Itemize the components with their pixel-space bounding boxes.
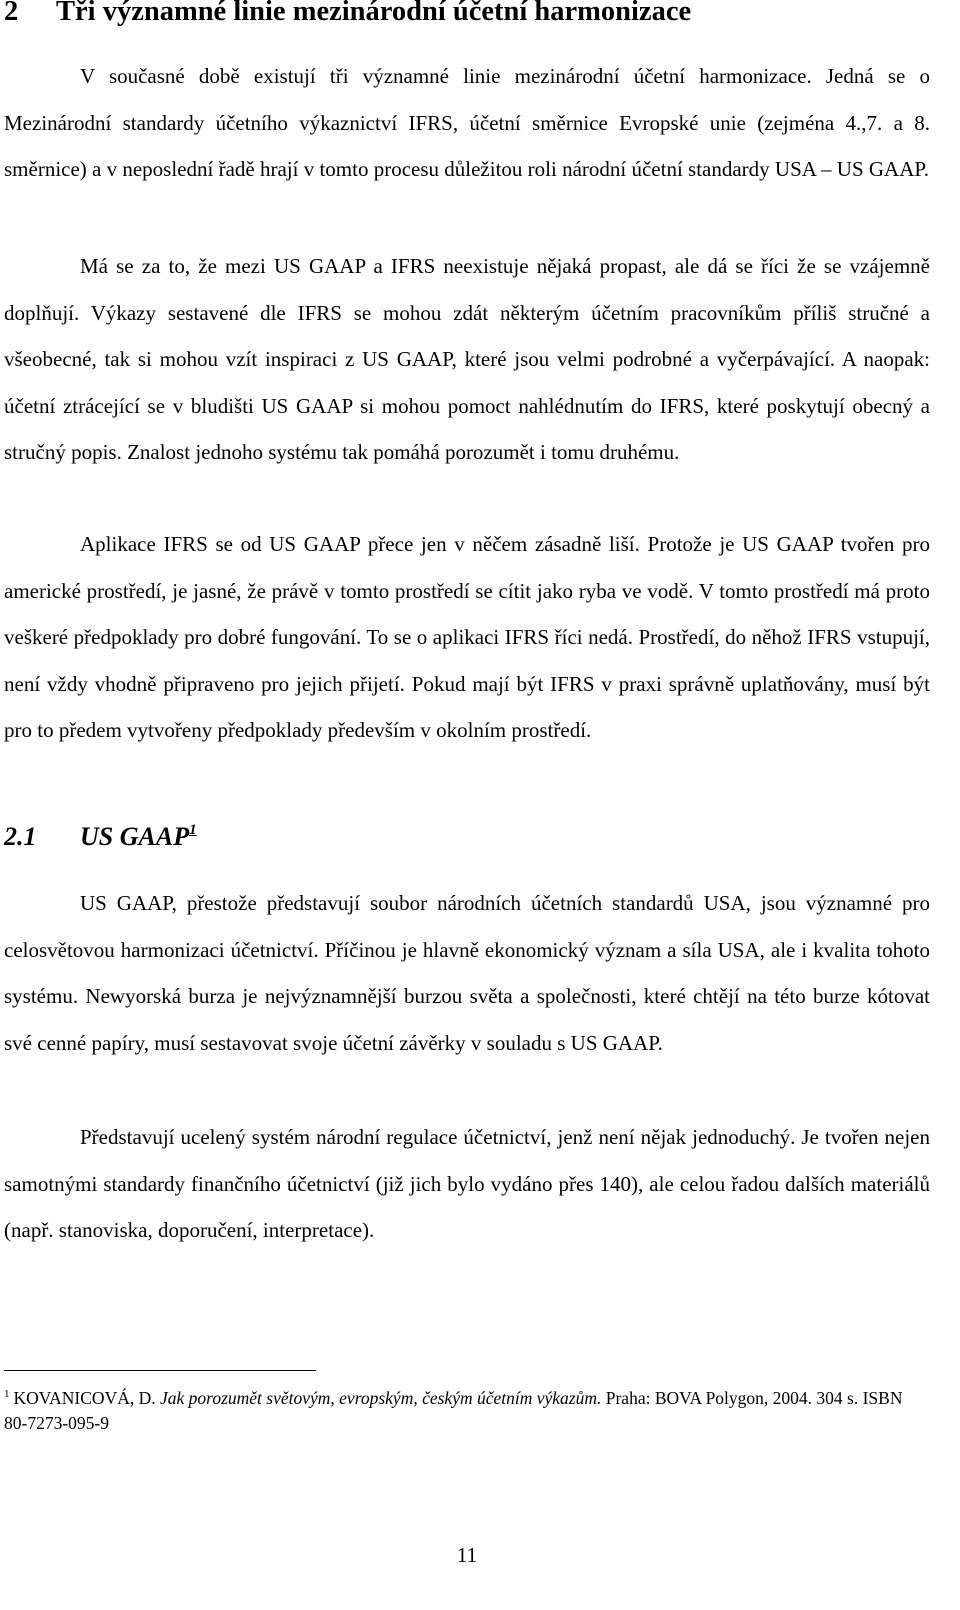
paragraph-intro-3: Aplikace IFRS se od US GAAP přece jen v něčem zásadně liší. Protože je US GAAP tvořen pro americké prostředí, je jasné, že právě v tomto prostředí se cítit jako ryba ve vodě. V tomto prostředí má proto veškeré předpoklady pro dobré fungování. To se o aplikaci IFRS říci nedá. Prostředí, do něhož IFRS vstupují, není vždy vhodně připraveno pro jejich přijetí. Pokud mají být IFRS v praxi správně uplatňovány, musí být pro to předem vytvořeny předpoklady především v okolním prostředí. [4,532,930,743]
chapter-title: Tři významné linie mezinárodní účetní harmonizace [56,0,692,27]
section-footnote-ref[interactable]: 1 [189,822,197,838]
section-title: US GAAP [80,822,190,851]
paragraph-section-1: US GAAP, přestože představují soubor národních účetních standardů USA, jsou významné pro celosvětovou harmonizaci účetnictví. Příčinou je hlavně ekonomický význam a síla USA, ale i kvalita tohoto systému. Newyorská burza je nejvýznamnější burzou světa a společnosti, které chtějí na této burze kótovat své cenné papíry, musí sestavovat svoje účetní závěrky v souladu s US GAAP. [4,891,930,1055]
chapter-heading [4,0,691,28]
footnote-publication: Praha: BOVA Polygon, 2004. 304 s. ISBN 80-7273-095-9 [4,1388,903,1433]
section-heading [4,822,197,852]
page-number: 11 [456,1543,478,1567]
footnote [4,1382,930,1436]
footnote-author: KOVANICOVÁ, D. [13,1388,156,1408]
footnote-divider [4,1370,316,1371]
chapter-number: 2 [4,0,19,27]
paragraph-intro-1: V současné době existují tři významné linie mezinárodní účetní harmonizace. Jedná se o Mezinárodní standardy účetního výkaznictví IFRS, účetní směrnice Evropské unie (zejména 4.,7. a 8. směrnice) a v neposlední řadě hrají v tomto procesu důležitou roli národní účetní standardy USA – US GAAP. [4,64,930,182]
paragraph-intro-2: Má se za to, že mezi US GAAP a IFRS neexistuje nějaká propast, ale dá se říci že se vzájemně doplňují. Výkazy sestavené dle IFRS se mohou zdát některým účetním pracovníkům příliš stručné a všeobecné, tak si mohou vzít inspiraci z US GAAP, které jsou velmi podrobné a vyčerpávající. A naopak: účetní ztrácející se v bludišti US GAAP si mohou pomoct nahlédnutím do IFRS, které poskytují obecný a stručný popis. Znalost jednoho systému tak pomáhá porozumět i tomu druhému. [4,254,930,465]
footnote-title: Jak porozumět světovým, evropským, českým účetním výkazům. [160,1388,602,1408]
section-number: 2.1 [4,822,37,851]
footnote-mark: 1 [4,1388,10,1400]
paragraph-section-2: Představují ucelený systém národní regulace účetnictví, jenž není nějak jednoduchý. Je tvořen nejen samotnými standardy finančního účetnictví (již jich bylo vydáno přes 140), ale celou řadou dalších materiálů (např. stanoviska, doporučení, interpretace). [4,1125,930,1243]
